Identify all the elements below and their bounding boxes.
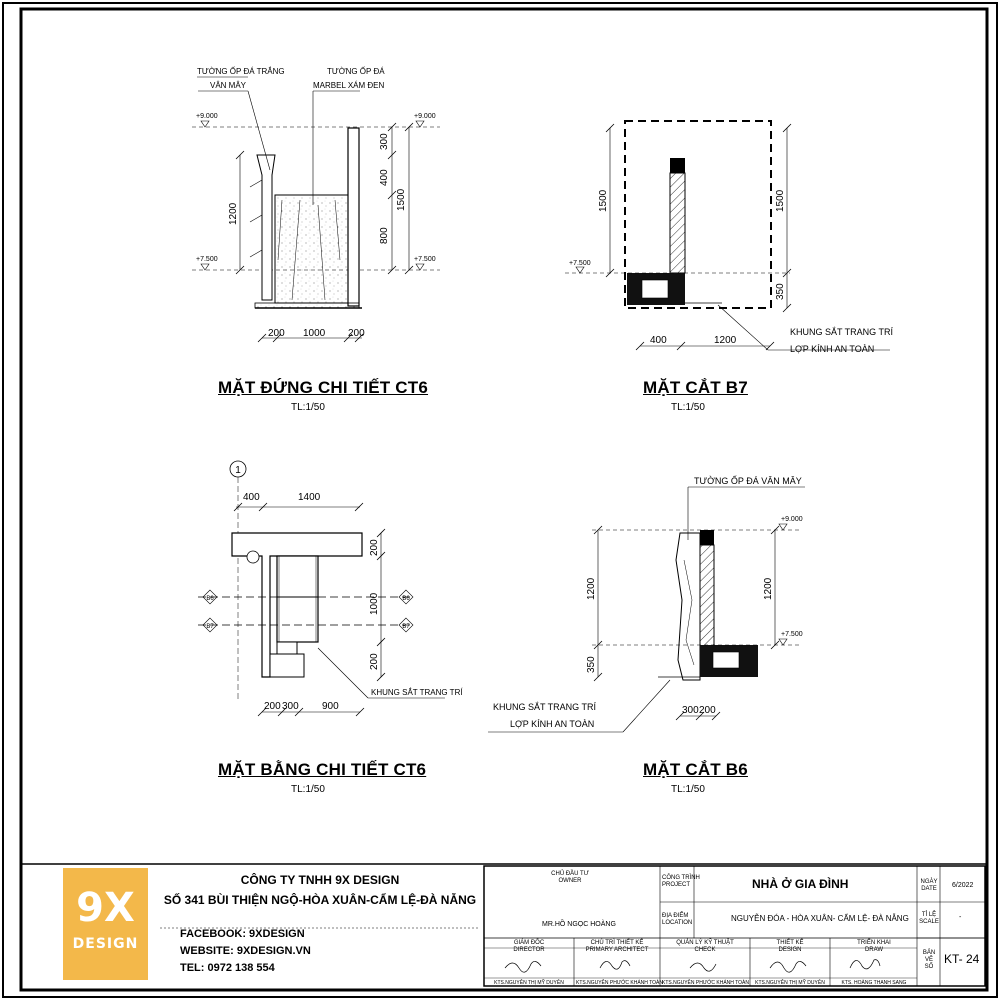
role-label-check: QUẢN LÝ KỸ THUẬT CHECK bbox=[676, 940, 734, 953]
plan-section-tag-b7-right: B7 bbox=[402, 624, 410, 630]
ct6-elevation-view bbox=[192, 66, 440, 342]
plan-dim-top-1: 400 bbox=[243, 492, 260, 503]
date-value: 6/2022 bbox=[952, 882, 974, 889]
logo-text-9x: 9X bbox=[76, 885, 135, 931]
b7-note-1: KHUNG SẮT TRANG TRÍ bbox=[790, 327, 894, 337]
b7-level: +7.500 bbox=[569, 260, 591, 267]
b7-note-2: LỢP KÍNH AN TOÀN bbox=[790, 344, 875, 354]
plan-dim-bottom-3: 900 bbox=[322, 701, 339, 712]
b6-level-bottom: +7.500 bbox=[781, 631, 803, 638]
elev-dim-right-800: 800 bbox=[379, 227, 390, 244]
elev-level-bottom-right: +7.500 bbox=[414, 256, 436, 263]
location-value: NGUYỄN ĐÓA - HÒA XUÂN- CẨM LỆ- ĐÀ NẴNG bbox=[731, 914, 909, 923]
elevation-title: MẶT ĐỨNG CHI TIẾT CT6 bbox=[218, 378, 429, 397]
b7-scale: TL:1/50 bbox=[671, 402, 705, 413]
role-label-draw: TRIỂN KHAI DRAW bbox=[857, 940, 891, 953]
company-name: CÔNG TY TNHH 9X DESIGN bbox=[240, 873, 400, 887]
b6-note-top: TƯỜNG ỐP ĐÁ VÂN MÂY bbox=[694, 476, 802, 486]
b7-dim-right-2: 350 bbox=[775, 283, 786, 300]
b6-dim-left-2: 350 bbox=[586, 656, 597, 673]
plan-note: KHUNG SẮT TRANG TRÍ bbox=[371, 688, 463, 697]
owner-value: MR.HỒ NGỌC HOÀNG bbox=[542, 921, 616, 928]
elev-level-bottom-left: +7.500 bbox=[196, 256, 218, 263]
elev-dim-left: 1200 bbox=[228, 202, 239, 225]
b7-dim-right-1: 1500 bbox=[775, 189, 786, 212]
plan-dim-right-1: 200 bbox=[369, 539, 380, 556]
project-value: NHÀ Ở GIA ĐÌNH bbox=[752, 877, 849, 891]
elev-note-left-2: VÂN MÂY bbox=[209, 81, 246, 90]
role-name-check: KTS.NGUYỄN PHƯỚC KHÁNH TOÀN bbox=[662, 980, 749, 986]
date-label: NGÀY DATE bbox=[920, 879, 938, 892]
b7-dim-bottom-1: 400 bbox=[650, 335, 667, 346]
elev-dim-bottom-2: 1000 bbox=[303, 328, 326, 339]
elev-dim-right-300: 300 bbox=[379, 133, 390, 150]
sheet-label: BẢN VẼ SỐ bbox=[922, 950, 936, 970]
company-facebook: FACEBOOK: 9XDESIGN bbox=[180, 928, 305, 940]
plan-section-tag-b6-left: B6 bbox=[206, 596, 214, 602]
elev-dim-right-total: 1500 bbox=[396, 188, 407, 211]
sheet-inner-border bbox=[21, 9, 987, 990]
plan-grid-marker: 1 bbox=[235, 465, 241, 476]
plan-scale: TL:1/50 bbox=[291, 784, 325, 795]
elev-note-right-1: TƯỜNG ỐP ĐÁ bbox=[327, 67, 385, 76]
scale-value: - bbox=[959, 914, 962, 921]
sheet-value: KT- 24 bbox=[944, 952, 980, 966]
elev-dim-bottom-1: 200 bbox=[268, 328, 285, 339]
role-name-design: KTS.NGUYỄN THỊ MỸ DUYÊN bbox=[755, 980, 825, 986]
b6-note-1: KHUNG SẮT TRANG TRÍ bbox=[493, 702, 597, 712]
logo-text-design: DESIGN bbox=[72, 936, 139, 952]
sheet-outer-border bbox=[3, 3, 997, 997]
role-label-design: THIẾT KẾ DESIGN bbox=[776, 940, 804, 953]
b7-dim-left: 1500 bbox=[598, 189, 609, 212]
company-phone: TEL: 0972 138 554 bbox=[180, 962, 275, 974]
role-label-director: GIÁM ĐỐC DIRECTOR bbox=[513, 940, 545, 953]
b6-dim-bottom-2: 200 bbox=[699, 705, 716, 716]
elevation-scale: TL:1/50 bbox=[291, 402, 325, 413]
b6-dim-bottom-1: 300 bbox=[682, 705, 699, 716]
company-website: WEBSITE: 9XDESIGN.VN bbox=[180, 945, 311, 957]
plan-dim-right-2: 1000 bbox=[369, 592, 380, 615]
elev-note-left-1: TƯỜNG ỐP ĐÁ TRẮNG bbox=[197, 67, 285, 76]
plan-section-tag-b6-right: B6 bbox=[402, 596, 410, 602]
role-name-primary-architect: KTS.NGUYỄN PHƯỚC KHÁNH TOÀN bbox=[576, 980, 663, 986]
ct6-plan-view bbox=[198, 461, 463, 716]
b6-dim-right: 1200 bbox=[763, 577, 774, 600]
b7-title: MẶT CẮT B7 bbox=[643, 378, 748, 397]
role-label-primary-architect: CHỦ TRÌ THIẾT KẾ PRIMARY ARCHITECT bbox=[585, 940, 649, 953]
b7-dim-bottom-2: 1200 bbox=[714, 335, 737, 346]
plan-dim-right-3: 200 bbox=[369, 653, 380, 670]
b6-section-view bbox=[488, 475, 805, 732]
project-label: CÔNG TRÌNH PROJECT bbox=[662, 875, 700, 888]
plan-title: MẶT BẰNG CHI TIẾT CT6 bbox=[218, 760, 427, 779]
elev-level-top-left: +9.000 bbox=[196, 113, 218, 120]
b6-level-top: +9.000 bbox=[781, 516, 803, 523]
elev-dim-bottom-3: 200 bbox=[348, 328, 365, 339]
owner-label: CHỦ ĐẦU TƯ OWNER bbox=[551, 871, 589, 884]
location-label: ĐỊA ĐIỂM LOCATION bbox=[662, 913, 693, 926]
role-name-director: KTS.NGUYỄN THỊ MỸ DUYÊN bbox=[494, 980, 564, 986]
b7-section-view bbox=[565, 121, 894, 354]
plan-section-tag-b7-left: B7 bbox=[206, 624, 214, 630]
plan-dim-bottom-2: 300 bbox=[282, 701, 299, 712]
company-address: SỐ 341 BÙI THIỆN NGỘ-HÒA XUÂN-CẨM LỆ-ĐÀ NẴNG bbox=[163, 893, 477, 907]
elev-level-top-right: +9.000 bbox=[414, 113, 436, 120]
elev-dim-right-400: 400 bbox=[379, 169, 390, 186]
plan-dim-top-2: 1400 bbox=[298, 492, 321, 503]
b6-note-2: LỢP KÍNH AN TOÀN bbox=[510, 719, 595, 729]
scale-label: TỈ LỆ SCALE bbox=[919, 912, 939, 925]
plan-dim-bottom-1: 200 bbox=[264, 701, 281, 712]
role-name-draw: KTS. HOÀNG THANH SANG bbox=[841, 980, 907, 986]
b6-scale: TL:1/50 bbox=[671, 784, 705, 795]
company-logo bbox=[63, 868, 148, 980]
b6-dim-left-1: 1200 bbox=[586, 577, 597, 600]
b6-title: MẶT CẮT B6 bbox=[643, 760, 748, 779]
elev-note-right-2: MARBEL XÁM ĐEN bbox=[313, 81, 385, 90]
